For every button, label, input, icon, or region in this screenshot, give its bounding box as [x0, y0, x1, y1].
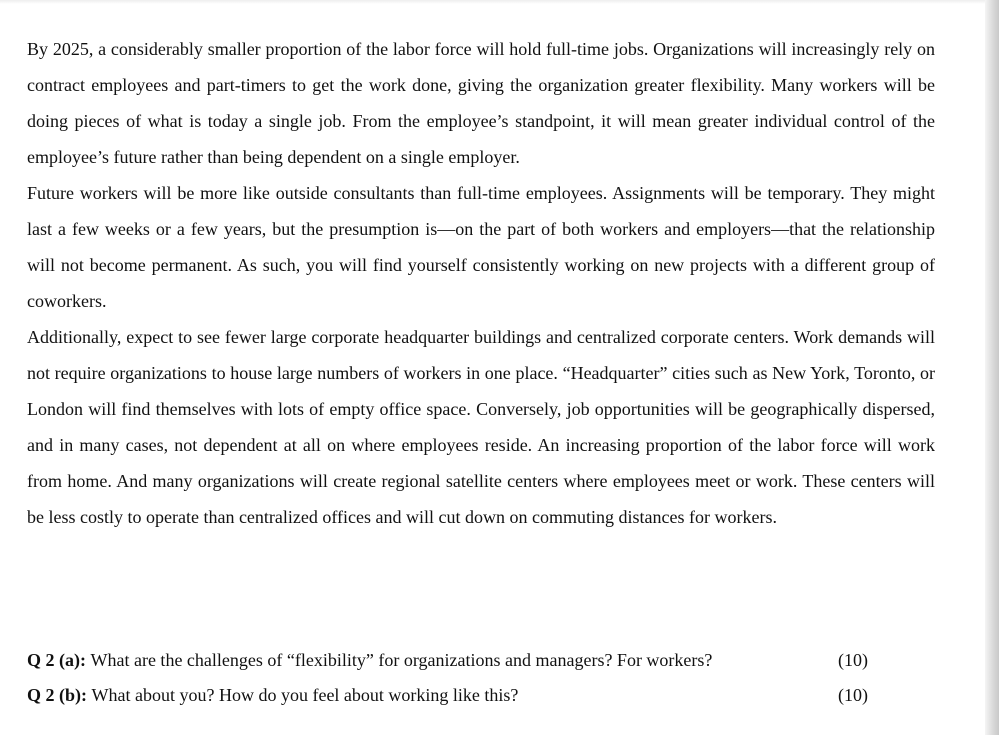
question-label: Q 2 (a):	[27, 650, 91, 670]
question-2b	[27, 678, 887, 713]
questions-section	[27, 643, 887, 713]
question-2a	[27, 643, 887, 678]
page-top-edge	[0, 0, 999, 4]
question-marks: (10)	[838, 685, 868, 705]
page-right-edge	[985, 0, 999, 735]
question-marks: (10)	[838, 650, 868, 670]
paragraph-1: By 2025, a considerably smaller proportion of the labor force will hold full-time jobs. Organizations will increasingly rely on contract employees and part-timers to get the work done, giving the organization greater flexibility. Many workers will be doing pieces of what is today a single job. From the employee’s standpoint, it will mean greater individual control of the employee’s future rather than being dependent on a single employer.	[27, 39, 935, 167]
question-text: What are the challenges of “flexibility” for organizations and managers? For workers?	[90, 650, 713, 670]
question-label: Q 2 (b):	[27, 685, 92, 705]
case-passage	[27, 31, 935, 535]
question-text: What about you? How do you feel about working like this?	[91, 685, 519, 705]
paragraph-3: Additionally, expect to see fewer large corporate headquarter buildings and centralized corporate centers. Work demands will not require organizations to house large numbers of workers in one place. “Headquarter” cities such as New York, Toronto, or London will find themselves with lots of empty office space. Conversely, job opportunities will be geographically dispersed, and in many cases, not dependent at all on where employees reside. An increasing proportion of the labor force will work from home. And many organizations will create regional satellite centers where employees meet or work. These centers will be less costly to operate than centralized offices and will cut down on commuting distances for workers.	[27, 327, 935, 527]
paragraph-2: Future workers will be more like outside consultants than full-time employees. Assignments will be temporary. They might last a few weeks or a few years, but the presumption is—on the part of both workers and employers—that the relationship will not become permanent. As such, you will find yourself consistently working on new projects with a different group of coworkers.	[27, 183, 935, 311]
